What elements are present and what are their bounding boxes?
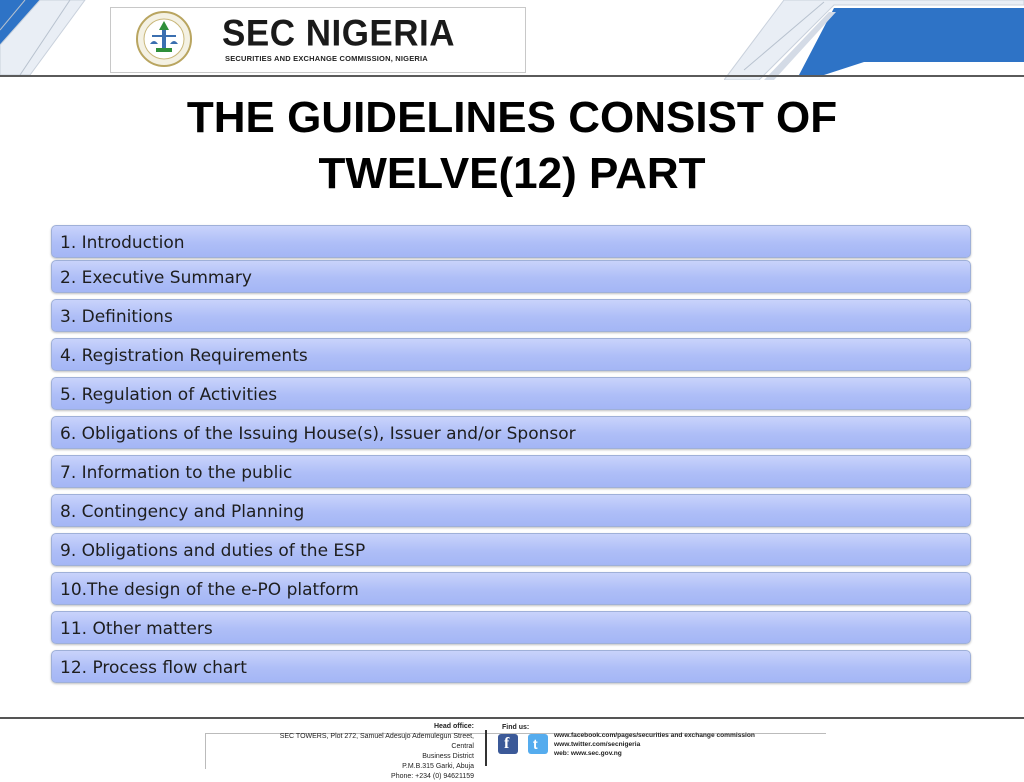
list-item	[51, 611, 971, 644]
list-item	[51, 455, 971, 488]
list-item-label: 12. Process flow chart	[60, 658, 247, 678]
website-link[interactable]: web: www.sec.gov.ng	[554, 750, 622, 757]
list-item	[51, 377, 971, 410]
list-item-label: 2. Executive Summary	[60, 268, 252, 288]
footer-vertical-divider	[485, 730, 487, 766]
list-item-label: 10.The design of the e-PO platform	[60, 580, 359, 600]
list-item	[51, 260, 971, 293]
twitter-link[interactable]: www.twitter.com/secnigeria	[554, 741, 641, 748]
slide-title-line-2: TWELVE(12) PART	[318, 149, 706, 198]
find-us-label: Find us:	[502, 724, 530, 731]
list-item-label: 4. Registration Requirements	[60, 346, 308, 366]
phone-number: Phone: +234 (0) 94621159	[391, 773, 474, 780]
list-item	[51, 650, 971, 683]
footer-links	[554, 731, 755, 758]
list-item	[51, 338, 971, 371]
list-item	[51, 299, 971, 332]
head-office-label: Head office:	[433, 723, 474, 730]
list-item-label: 9. Obligations and duties of the ESP	[60, 541, 366, 561]
address-line-1: SEC TOWERS, Plot 272, Samuel Adesujo Ademulegun Street, Central	[279, 733, 474, 750]
list-item-label: 1. Introduction	[60, 233, 185, 253]
list-item-label: 3. Definitions	[60, 307, 173, 327]
list-item	[51, 225, 971, 258]
facebook-link[interactable]: www.facebook.com/pages/securities and exchange commission	[554, 732, 755, 739]
address-line-2: Business District	[422, 753, 474, 760]
list-item	[51, 416, 971, 449]
header-divider	[0, 75, 1024, 77]
list-item-label: 11. Other matters	[60, 619, 213, 639]
brand-subtitle: SECURITIES AND EXCHANGE COMMISSION, NIGERIA	[225, 54, 428, 63]
twitter-icon[interactable]: t	[528, 734, 548, 754]
list-item	[51, 533, 971, 566]
list-item-label: 8. Contingency and Planning	[60, 502, 305, 522]
sec-seal-icon	[135, 10, 193, 68]
list-item	[51, 494, 971, 527]
brand-name: SEC NIGERIA	[222, 13, 456, 54]
footer-divider	[0, 717, 1024, 719]
slide-title	[0, 90, 1024, 202]
head-office-address	[262, 722, 474, 782]
logo-banner	[110, 7, 526, 73]
facebook-icon[interactable]: f	[498, 734, 518, 754]
list-item-label: 5. Regulation of Activities	[60, 385, 278, 405]
corner-decoration-right	[724, 0, 1024, 80]
list-item	[51, 572, 971, 605]
list-item-label: 6. Obligations of the Issuing House(s), Issuer and/or Sponsor	[60, 424, 576, 444]
slide-header	[0, 0, 1024, 80]
address-line-3: P.M.B.315 Garki, Abuja	[402, 763, 474, 770]
slide-title-line-1: THE GUIDELINES CONSIST OF	[186, 93, 838, 142]
list-item-label: 7. Information to the public	[60, 463, 293, 483]
